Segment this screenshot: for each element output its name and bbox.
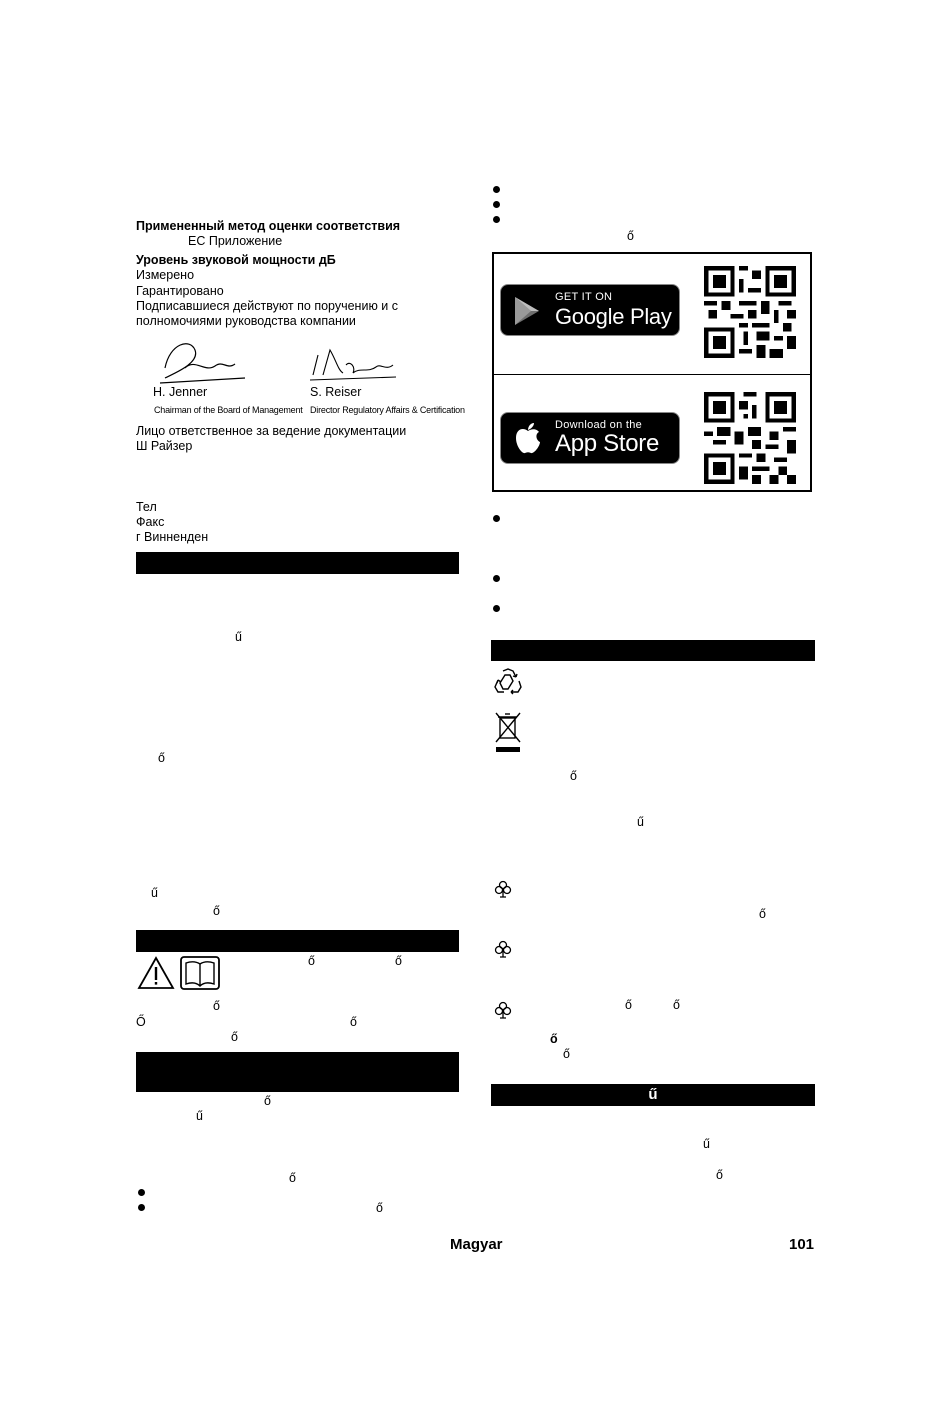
clover-icon: [494, 1001, 512, 1019]
text-fragment: ő: [376, 1201, 383, 1215]
signature-jenner: [145, 338, 255, 388]
section-bar-2: [136, 930, 459, 952]
app-store-badge[interactable]: [500, 412, 680, 464]
method-sub: ЕС Приложение: [188, 234, 283, 248]
text-fragment: ű: [703, 1137, 710, 1151]
text-fragment: ő: [350, 1015, 357, 1029]
sig1-name: H. Jenner: [153, 385, 208, 399]
sig2-name: S. Reiser: [310, 385, 362, 399]
app-badge-small: Download on the: [555, 419, 643, 431]
sig2-title: Director Regulatory Affairs & Certification: [310, 405, 465, 415]
text-fragment: ő: [759, 907, 766, 921]
google-play-icon: [511, 295, 543, 327]
apple-icon: [513, 421, 543, 455]
app-download-box: [492, 252, 812, 492]
google-play-badge[interactable]: [500, 284, 680, 336]
bullet-icon: [493, 186, 500, 193]
text-fragment: ű: [151, 886, 158, 900]
text-fragment: ő: [550, 1032, 558, 1046]
bullet-icon: [493, 605, 500, 612]
text-fragment: ő: [627, 229, 634, 243]
qr-code-icon[interactable]: [704, 392, 796, 484]
clover-icon: [494, 880, 512, 898]
signature-reiser: [308, 345, 403, 385]
doc-person: Лицо ответственное за ведение документации: [136, 424, 407, 438]
text-fragment: ő: [308, 954, 315, 968]
tel-label: Тел: [136, 500, 157, 514]
text-fragment: ő: [625, 998, 632, 1012]
bullet-icon: [138, 1204, 145, 1211]
clover-icon: [494, 940, 512, 958]
section-bar-5: [491, 1084, 815, 1106]
crossed-bin-icon: [493, 710, 523, 754]
google-badge-big: Google Play: [555, 304, 672, 329]
google-badge-small: GET IT ON: [555, 291, 613, 303]
app-box-divider: [494, 374, 810, 375]
section-bar-4: [491, 640, 815, 661]
section-bar-3: [136, 1052, 459, 1092]
text-fragment: ő: [673, 998, 680, 1012]
bullet-icon: [493, 515, 500, 522]
section-title: ű: [648, 1086, 658, 1103]
recycling-icon: [493, 667, 523, 695]
warning-triangle-icon: [137, 956, 175, 990]
bullet-icon: [138, 1189, 145, 1196]
text-fragment: ő: [395, 954, 402, 968]
signers-line1: Подписавшиеся действуют по поручению и с: [136, 299, 398, 313]
city-label: г Винненден: [136, 530, 209, 544]
text-fragment: ő: [264, 1094, 271, 1108]
doc-name: Ш Райзер: [136, 439, 193, 453]
sound-title: Уровень звуковой мощности дБ: [136, 253, 336, 267]
text-fragment: Ő: [136, 1015, 146, 1029]
page-number: 101: [789, 1236, 815, 1253]
bullet-icon: [493, 575, 500, 582]
manual-book-icon: [180, 956, 220, 990]
text-fragment: ő: [563, 1047, 570, 1061]
text-fragment: ő: [570, 769, 577, 783]
text-fragment: ő: [213, 904, 220, 918]
fax-label: Факс: [136, 515, 165, 529]
qr-code-icon[interactable]: [704, 266, 796, 358]
text-fragment: ő: [716, 1168, 723, 1182]
footer-language: Magyar: [450, 1236, 503, 1253]
method-title: Примененный метод оценки соответствия: [136, 219, 401, 233]
text-fragment: ő: [213, 999, 220, 1013]
sig1-title: Chairman of the Board of Management: [154, 405, 303, 415]
measured-label: Измерено: [136, 268, 195, 282]
guaranteed-label: Гарантировано: [136, 284, 224, 298]
bullet-icon: [493, 216, 500, 223]
bullet-icon: [493, 201, 500, 208]
text-fragment: ű: [196, 1109, 203, 1123]
text-fragment: ű: [235, 630, 242, 644]
app-badge-big: App Store: [555, 430, 660, 457]
text-fragment: ő: [231, 1030, 238, 1044]
section-bar-1: [136, 552, 459, 574]
text-fragment: ő: [289, 1171, 296, 1185]
signers-line2: полномочиями руководства компании: [136, 314, 356, 328]
text-fragment: ő: [158, 751, 165, 765]
text-fragment: ű: [637, 815, 644, 829]
